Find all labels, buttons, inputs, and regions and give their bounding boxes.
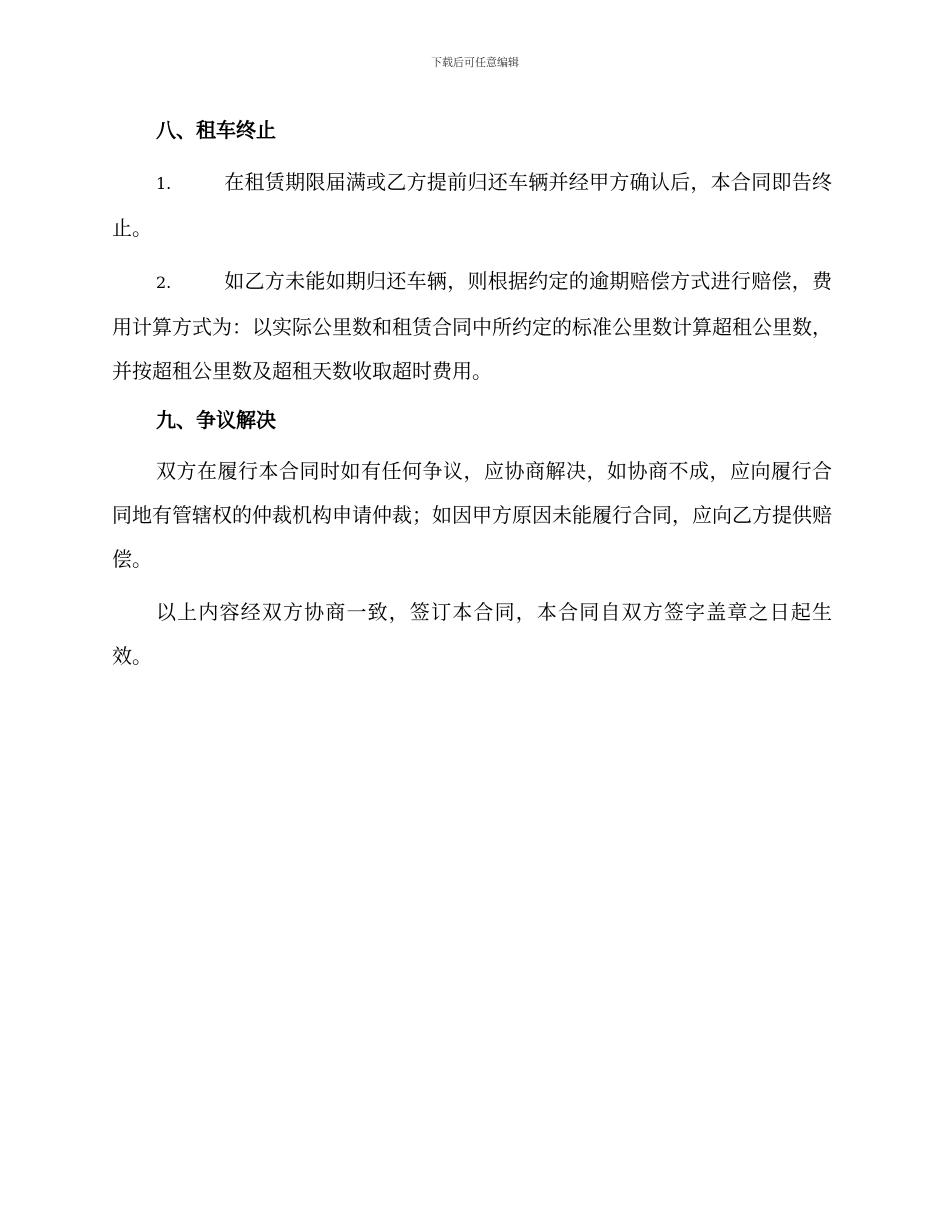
list-item-termination-2 (112, 259, 832, 393)
list-item-text: 如乙方未能如期归还车辆，则根据约定的逾期赔偿方式进行赔偿，费用计算方式为：以实际公里数和租赁合同中所约定的标准公里数计算超租公里数，并按超租公里数及超租天数收取超时费用。 (112, 269, 832, 383)
section-heading-dispute: 九、争议解决 (156, 408, 276, 432)
page-header: 下载后可任意编辑 (431, 56, 519, 69)
list-item-number: 2. (156, 273, 172, 292)
section-heading-termination: 八、租车终止 (156, 118, 276, 142)
list-item-text: 在租赁期限届满或乙方提前归还车辆并经甲方确认后，本合同即告终止。 (112, 170, 832, 240)
paragraph-dispute: 双方在履行本合同时如有任何争议，应协商解决，如协商不成，应向履行合同地有管辖权的仲裁机构申请仲裁；如因甲方原因未能履行合同，应向乙方提供赔偿。 (112, 459, 832, 571)
paragraph-effective: 以上内容经双方协商一致，签订本合同，本合同自双方签字盖章之日起生效。 (112, 600, 832, 668)
list-item-number: 1. (156, 174, 172, 193)
document-body (112, 110, 832, 678)
list-item-termination-1 (112, 160, 832, 250)
